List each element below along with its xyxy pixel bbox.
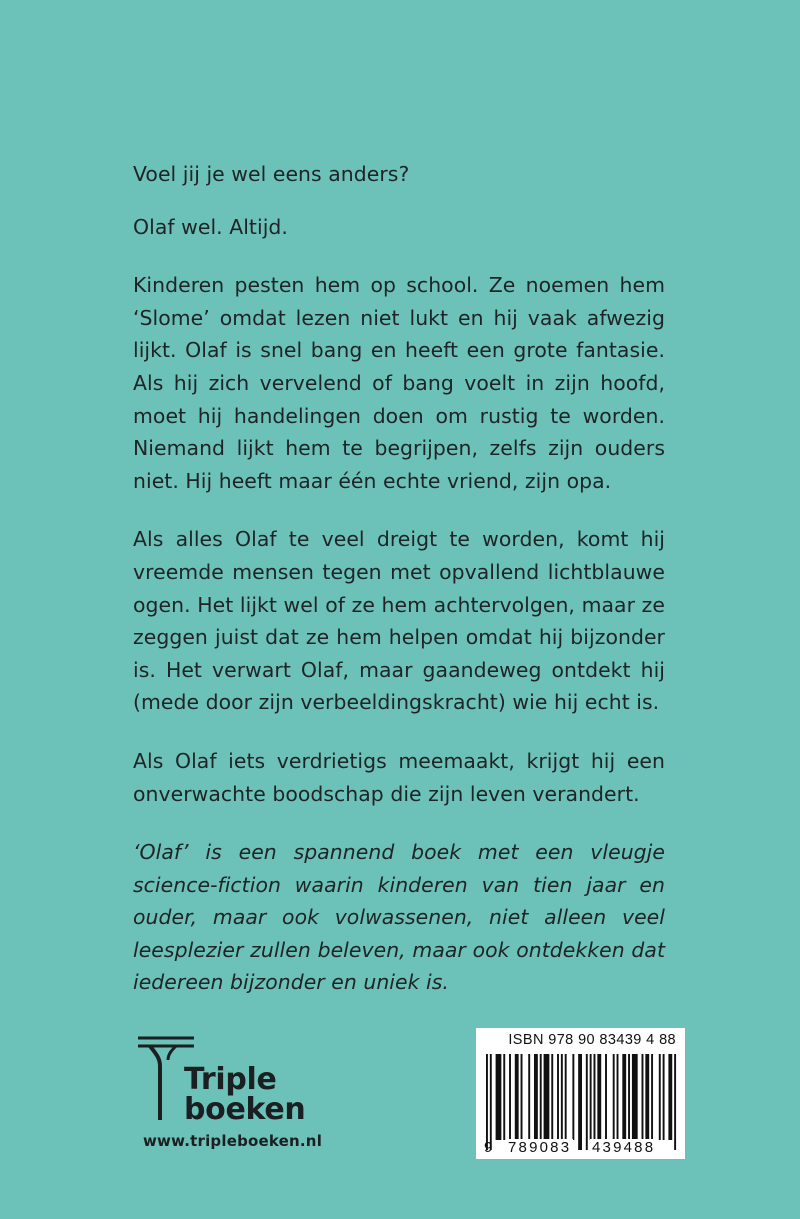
barcode-bars — [486, 1054, 678, 1150]
isbn-label: ISBN 978 90 83439 4 88 — [508, 1032, 676, 1048]
barcode-digits-left: 789083 — [508, 1139, 572, 1156]
barcode-bar — [668, 1054, 672, 1140]
barcode-bar — [663, 1054, 665, 1140]
blurb-paragraph-2: Als alles Olaf te veel dreigt te worden, komt hij vreemde mensen tegen met opvallend lichtblauwe ogen. Het lijkt wel of ze hem achtervolgen, maar ze zeggen juist dat ze hem helpen omdat hij bijzonder is. Het verwart Olaf, maar gaandeweg ontdekt hij (mede door zijn verbeeldingskracht) wie hij echt is. — [133, 527, 665, 715]
barcode-bar — [515, 1054, 519, 1140]
barcode-bar — [557, 1054, 559, 1140]
barcode-bar — [632, 1054, 638, 1140]
blurb-paragraph-1: Kinderen pesten hem op school. Ze noemen hem ‘Slome’ omdat lezen niet lukt en hij vaak afwezig lijkt. Olaf is snel bang en heeft een grote fantasie. Als hij zich vervelend of bang voelt in zijn hoofd, moet hij handelingen doen om rustig te worden. Niemand lijkt hem te begrijpen, zelfs zijn ouders niet. Hij heeft maar één echte vriend, zijn opa. — [133, 273, 665, 493]
blurb-question: Voel jij je wel eens anders? — [133, 162, 410, 186]
barcode-bar — [486, 1054, 488, 1150]
barcode-bar — [651, 1054, 653, 1140]
barcode-bar — [628, 1054, 630, 1140]
barcode-bar — [605, 1054, 607, 1140]
publisher-name-line1: Triple — [184, 1062, 277, 1097]
barcode-bar — [544, 1054, 550, 1140]
barcode-bar — [586, 1054, 588, 1150]
barcode-bar — [540, 1054, 542, 1140]
barcode-bar — [645, 1054, 649, 1140]
barcode-bar — [496, 1054, 502, 1140]
barcode-digit-first: 9 — [484, 1139, 495, 1156]
barcode-bar — [590, 1054, 592, 1140]
barcode-bar — [509, 1054, 511, 1140]
barcode-digits-right: 439488 — [592, 1139, 656, 1156]
barcode-bar — [503, 1054, 505, 1140]
barcode-bar — [578, 1054, 582, 1150]
publisher-logo — [136, 1036, 376, 1166]
barcode-bar — [551, 1054, 553, 1140]
barcode-bar — [597, 1054, 601, 1140]
publisher-website: www.tripleboeken.nl — [143, 1132, 323, 1150]
barcode-bar — [528, 1054, 530, 1140]
publisher-name-line2: boeken — [184, 1092, 306, 1127]
isbn-barcode — [476, 1028, 685, 1159]
barcode-bar — [572, 1054, 574, 1140]
barcode-bar — [642, 1054, 644, 1140]
barcode-bar — [613, 1054, 615, 1140]
back-cover-blurb — [133, 158, 665, 1025]
blurb-closing-italic: ‘Olaf’ is een spannend boek met een vleugje science-fiction waarin kinderen van tien jaar en ouder, maar ook volwassenen, niet alleen veel leesplezier zullen beleven, maar ook ontdekken dat iedereen bijzonder en uniek is. — [133, 840, 665, 995]
barcode-bar — [565, 1054, 567, 1140]
barcode-bar — [617, 1054, 619, 1140]
barcode-bar — [659, 1054, 661, 1140]
barcode-bar — [674, 1054, 676, 1150]
barcode-bar — [622, 1054, 626, 1140]
barcode-bar — [594, 1054, 596, 1140]
barcode-bar — [521, 1054, 523, 1140]
barcode-bar — [490, 1054, 492, 1150]
blurb-answer: Olaf wel. Altijd. — [133, 214, 288, 239]
blurb-paragraph-3: Als Olaf iets verdrietigs meemaakt, krijgt hij een onverwachte boodschap die zijn leven verandert. — [133, 748, 665, 806]
barcode-bar — [534, 1054, 538, 1140]
barcode-bar — [561, 1054, 563, 1140]
